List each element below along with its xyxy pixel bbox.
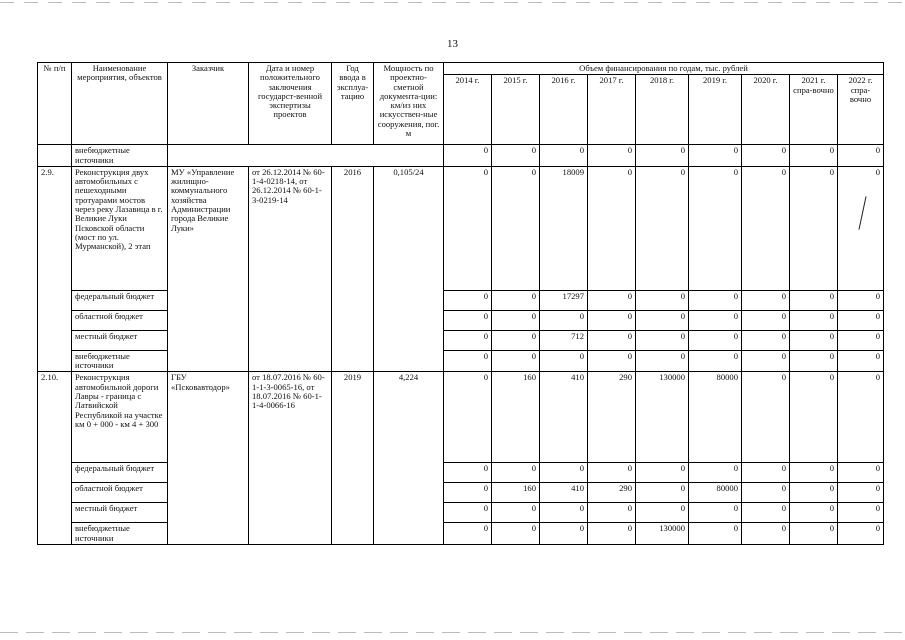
cell-value: 0	[540, 145, 588, 167]
cell-value: 0	[492, 310, 540, 330]
cell-value: 80000	[689, 372, 742, 463]
cell-value: 0	[838, 290, 884, 310]
cell-value: 0	[636, 463, 689, 483]
scan-edge-bottom	[0, 632, 905, 633]
header-name: Наименование мероприятия, объектов	[72, 63, 168, 145]
cell-value: 0	[444, 523, 492, 545]
row-customer: МУ «Управление жилищно-коммунального хозяйства Администрации города Великие Луки»	[168, 166, 249, 372]
cell-value: 0	[444, 145, 492, 167]
cell-value: 0	[444, 503, 492, 523]
header-customer: Заказчик	[168, 63, 249, 145]
header-year-col: 2021 г. спра-вочно	[790, 75, 838, 145]
cell-value: 0	[790, 290, 838, 310]
cell-value: 712	[540, 330, 588, 350]
cell-value: 0	[444, 330, 492, 350]
row-num: 2.9.	[38, 166, 72, 372]
cell-value: 0	[742, 145, 790, 167]
row-expertise: от 26.12.2014 № 60-1-4-0218-14, от 26.12.2014 № 60-1-3-0219-14	[249, 166, 332, 372]
cell-value: 0	[742, 523, 790, 545]
cell-value: 130000	[636, 523, 689, 545]
cell-value: 17297	[540, 290, 588, 310]
row-name: областной бюджет	[72, 310, 168, 330]
cell-value: 0	[588, 503, 636, 523]
cell-value: 0	[492, 523, 540, 545]
table-row	[38, 350, 884, 372]
cell-value: 0	[742, 463, 790, 483]
row-year: 2019	[332, 372, 374, 545]
cell-value: 0	[444, 350, 492, 372]
header-year-col: 2017 г.	[588, 75, 636, 145]
row-expertise: от 18.07.2016 № 60-1-1-3-0065-16, от 18.07.2016 № 60-1-1-4-0066-16	[249, 372, 332, 545]
row-name: областной бюджет	[72, 483, 168, 503]
cell-value: 0	[838, 463, 884, 483]
cell-value: 0	[588, 463, 636, 483]
table-row	[38, 290, 884, 310]
cell-value: 0	[689, 330, 742, 350]
cell-value: 0	[636, 330, 689, 350]
cell-value: 0	[838, 350, 884, 372]
row-name: местный бюджет	[72, 330, 168, 350]
row-year: 2016	[332, 166, 374, 372]
cell-value: 18009	[540, 166, 588, 290]
cell-value: 0	[742, 290, 790, 310]
header-expertise: Дата и номер положительного заключения государст-венной экспертизы проектов	[249, 63, 332, 145]
row-capacity: 4,224	[374, 372, 444, 545]
cell-value: 0	[838, 330, 884, 350]
cell-value: 160	[492, 372, 540, 463]
header-year-col: 2016 г.	[540, 75, 588, 145]
table-row	[38, 483, 884, 503]
cell-value: 0	[492, 290, 540, 310]
header-year-col: 2014 г.	[444, 75, 492, 145]
row-num: 2.10.	[38, 372, 72, 545]
cell-value: 0	[588, 166, 636, 290]
cell-value: 0	[444, 372, 492, 463]
cell-value: 0	[444, 310, 492, 330]
cell-value: 0	[790, 310, 838, 330]
cell-value: 0	[588, 523, 636, 545]
cell-value: 0	[636, 503, 689, 523]
row-name: федеральный бюджет	[72, 290, 168, 310]
cell-value: 0	[540, 350, 588, 372]
cell-value: 0	[636, 145, 689, 167]
cell-value: 0	[790, 350, 838, 372]
cell-value: 0	[492, 463, 540, 483]
scan-edge-top	[0, 2, 905, 3]
page-number: 13	[447, 38, 458, 50]
cell-value: 0	[588, 330, 636, 350]
cell-value: 0	[689, 310, 742, 330]
cell-value: 0	[838, 523, 884, 545]
cell-value: 0	[790, 503, 838, 523]
cell-value: 130000	[636, 372, 689, 463]
cell-value: 80000	[689, 483, 742, 503]
cell-value: 0	[838, 372, 884, 463]
cell-value: 0	[636, 290, 689, 310]
cell-value: 0	[838, 483, 884, 503]
cell-value: 0	[689, 523, 742, 545]
cell-value: 0	[742, 330, 790, 350]
cell-value: 0	[588, 145, 636, 167]
row-capacity: 0,105/24	[374, 166, 444, 372]
header-year-col: 2015 г.	[492, 75, 540, 145]
header-year-col: 2019 г.	[689, 75, 742, 145]
cell-value: 0	[492, 145, 540, 167]
header-num: № п/п	[38, 63, 72, 145]
cell-value: 0	[790, 372, 838, 463]
cell-value: 0	[588, 290, 636, 310]
cell-value: 290	[588, 372, 636, 463]
cell-value: 0	[689, 350, 742, 372]
cell-value: 0	[636, 483, 689, 503]
cell-value: 0	[689, 463, 742, 483]
cell-value: 0	[444, 290, 492, 310]
header-year-col: 2022 г. спра-вочно	[838, 75, 884, 145]
cell-value: 0	[838, 310, 884, 330]
table-row	[38, 463, 884, 483]
cell-value: 0	[742, 483, 790, 503]
table-row	[38, 330, 884, 350]
table-row	[38, 523, 884, 545]
cell-value: 0	[790, 483, 838, 503]
cell-value: 0	[838, 145, 884, 167]
row-name: внебюджетные источники	[72, 145, 168, 167]
row-customer: ГБУ «Псковавтодор»	[168, 372, 249, 545]
cell-value: 0	[636, 350, 689, 372]
cell-value: 0	[838, 166, 884, 290]
header-financing: Объем финансирования по годам, тыс. рублей	[444, 63, 884, 75]
cell-value: 0	[742, 166, 790, 290]
row-name: Реконструкция двух автомобильных с пешеходными тротуарами мостов через реку Лазавица в г. Великие Луки Псковской области (мост по ул. Мурманской), 2 этап	[72, 166, 168, 290]
table-row	[38, 372, 884, 463]
cell-value: 0	[689, 166, 742, 290]
cell-value: 160	[492, 483, 540, 503]
cell-value: 0	[790, 145, 838, 167]
table-row	[38, 503, 884, 523]
cell-value: 0	[838, 503, 884, 523]
row-name: Реконструкция автомобильной дороги Лавры - граница с Латвийской Республикой на участке км 0 + 000 - км 4 + 300	[72, 372, 168, 463]
cell-value: 0	[742, 372, 790, 463]
table-row	[38, 145, 884, 167]
cell-value: 0	[540, 463, 588, 483]
cell-value: 0	[790, 166, 838, 290]
cell-value: 410	[540, 372, 588, 463]
cell-value: 410	[540, 483, 588, 503]
header-year-col: 2020 г.	[742, 75, 790, 145]
cell-value: 0	[689, 290, 742, 310]
cell-value: 0	[540, 523, 588, 545]
cell-value: 0	[444, 463, 492, 483]
cell-value: 0	[742, 503, 790, 523]
header-year-col: 2018 г.	[636, 75, 689, 145]
cell-value: 0	[492, 166, 540, 290]
cell-value: 0	[444, 483, 492, 503]
cell-value: 0	[588, 310, 636, 330]
header-year: Год ввода в эксплуа-тацию	[332, 63, 374, 145]
cell-value: 0	[689, 503, 742, 523]
row-name: внебюджетные источники	[72, 523, 168, 545]
cell-value: 0	[540, 503, 588, 523]
cell-value: 0	[492, 350, 540, 372]
financing-table	[37, 62, 884, 545]
cell-value: 0	[444, 166, 492, 290]
cell-value: 0	[588, 350, 636, 372]
row-name: федеральный бюджет	[72, 463, 168, 483]
header-capacity: Мощность по проектно-сметной документа-ции: км/из них искусствен-ные сооружения, пог. м	[374, 63, 444, 145]
table-row	[38, 310, 884, 330]
cell-value: 0	[742, 310, 790, 330]
cell-value: 0	[790, 523, 838, 545]
cell-value: 0	[540, 310, 588, 330]
cell-value: 0	[790, 330, 838, 350]
cell-value: 0	[636, 166, 689, 290]
table-row	[38, 166, 884, 290]
cell-value: 290	[588, 483, 636, 503]
row-name: внебюджетные источники	[72, 350, 168, 372]
cell-value: 0	[636, 310, 689, 330]
cell-value: 0	[492, 503, 540, 523]
cell-value: 0	[790, 463, 838, 483]
cell-value: 0	[492, 330, 540, 350]
row-name: местный бюджет	[72, 503, 168, 523]
cell-value: 0	[742, 350, 790, 372]
cell-value: 0	[689, 145, 742, 167]
